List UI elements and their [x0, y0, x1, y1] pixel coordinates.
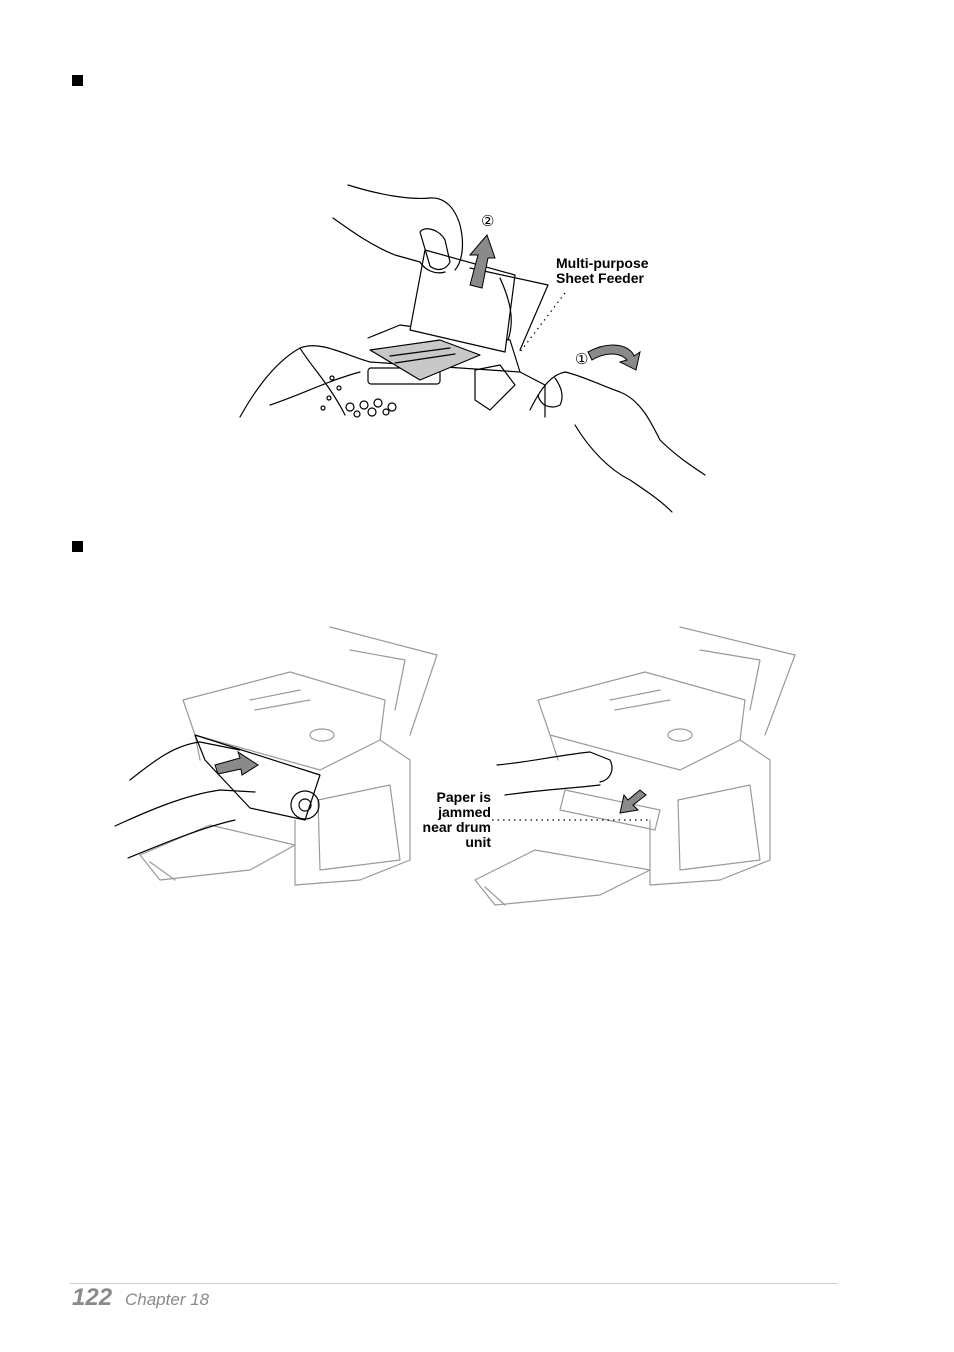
step-2-marker: ② [481, 213, 495, 230]
drum-jam-label [392, 790, 491, 850]
chapter-label: Chapter 18 [125, 1290, 210, 1309]
page-number: 122 [72, 1284, 113, 1311]
sheet-feeder-label-line1: Multi-purpose [556, 255, 649, 271]
drum-jam-label-line1: Paper is [436, 789, 491, 805]
drum-jam-label-line4: unit [465, 834, 491, 850]
drum-jam-label-line3: near drum [422, 819, 491, 835]
step-1-marker: ① [575, 351, 589, 368]
sheet-feeder-label-line2: Sheet Feeder [556, 270, 644, 286]
footer-rule [70, 1283, 838, 1284]
drum-jam-label-line2: jammed [438, 804, 491, 820]
